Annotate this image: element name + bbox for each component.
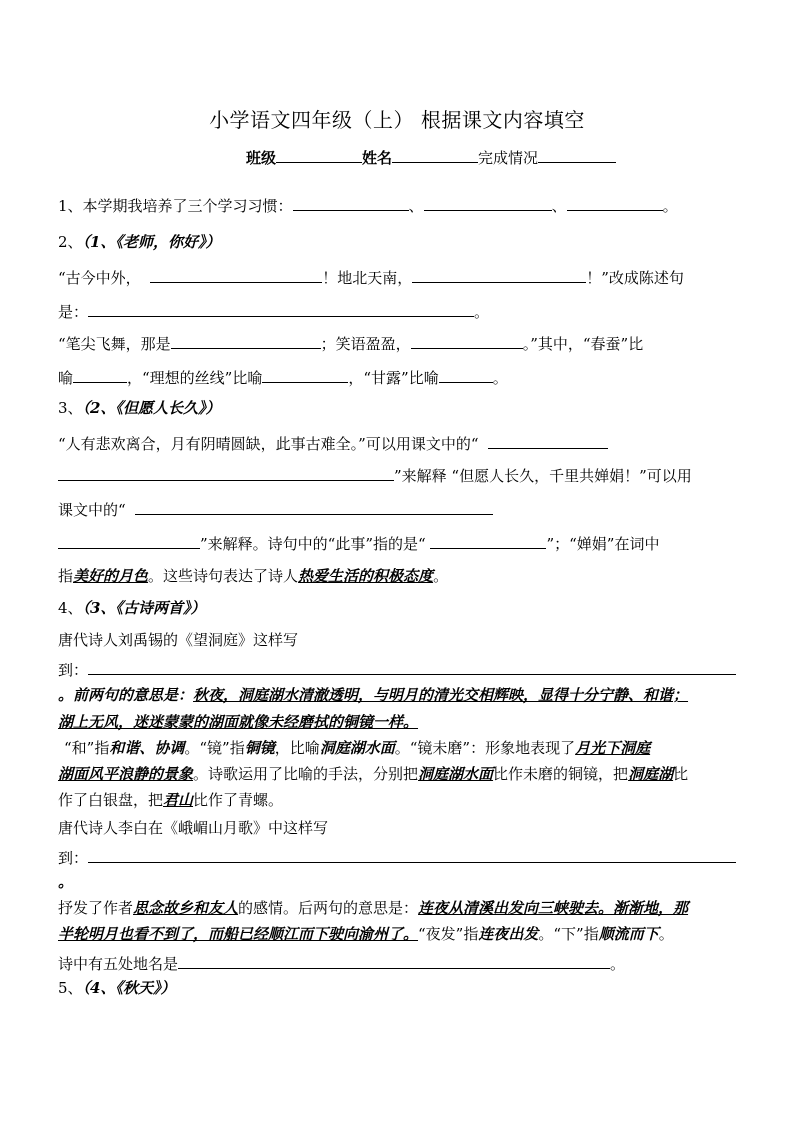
q4-text: 。 — [610, 955, 626, 973]
q4-answer: 君山 — [163, 791, 194, 809]
q3-text: 指 — [58, 567, 74, 585]
q4-line-12 — [58, 924, 674, 944]
q4-text: 。 — [58, 873, 74, 891]
q1-sep-2: 、 — [551, 197, 567, 215]
q2-blank-2[interactable] — [412, 266, 586, 283]
q2-line-1 — [58, 266, 684, 288]
q4-line-8 — [58, 818, 328, 838]
q2-text: 是： — [58, 303, 89, 321]
q1-blank-3[interactable] — [567, 194, 663, 211]
q4-line-1 — [58, 630, 298, 650]
name-blank[interactable] — [392, 146, 478, 163]
q4-line-2 — [58, 658, 736, 680]
q4-text: “夜发”指 — [418, 925, 479, 943]
q2-blank-8[interactable] — [439, 366, 493, 383]
q4-text: 到： — [58, 849, 89, 867]
q2-text: “古今中外， — [58, 269, 141, 287]
q1-text: 1、本学期我培养了三个学习习惯： — [58, 197, 293, 215]
q4-text: 。“镜”指 — [184, 739, 245, 757]
q4-answer: 洞庭湖水面 — [418, 765, 494, 783]
q2-blank-5[interactable] — [411, 332, 523, 349]
q4-answer: 铜镜 — [244, 739, 275, 757]
q4-line-3 — [58, 685, 688, 705]
q5-num: 5、 — [58, 979, 83, 997]
q4-text: 抒发了作者 — [58, 899, 134, 917]
q4-answer: 连夜从清溪出发向三峡驶去。渐渐地，那 — [418, 899, 689, 917]
q2-line-2 — [58, 300, 489, 322]
q4-line-9 — [58, 846, 736, 868]
q2-heading — [58, 232, 221, 252]
q4-answer: 顺流而下 — [598, 925, 659, 943]
q3-num: 3、 — [58, 399, 83, 417]
q2-line-4 — [58, 366, 508, 388]
q4-text: 唐代诗人李白在《峨嵋山月歌》中这样写 — [58, 819, 329, 837]
q4-text: ，比喻 — [274, 739, 320, 757]
q4-blank-3[interactable] — [178, 952, 610, 969]
q4-line-13 — [58, 952, 625, 974]
q4-line-7 — [58, 790, 283, 810]
q4-answer: 秋夜，洞庭湖水清澈透明，与明月的清光交相辉映，显得十分宁静、和谐； — [193, 686, 689, 704]
student-info-row — [246, 146, 616, 168]
class-label: 班级 — [246, 149, 277, 167]
q4-line-5 — [64, 738, 650, 758]
q2-line-3 — [58, 332, 643, 354]
q3-blank-2[interactable] — [58, 464, 394, 481]
q2-blank-4[interactable] — [171, 332, 321, 349]
q3-line-2 — [58, 464, 692, 486]
q4-text: 比 — [673, 765, 689, 783]
q2-blank-1[interactable] — [150, 266, 322, 283]
q4-text: 。“镜未磨”：形象地表现了 — [394, 739, 576, 757]
q2-title: （1、《老师，你好》） — [82, 233, 221, 251]
q3-text: 。这些诗句表达了诗人 — [148, 567, 299, 585]
q4-line-10 — [58, 872, 73, 892]
q4-text: “和”指 — [64, 739, 110, 757]
q3-blank-1[interactable] — [488, 432, 608, 449]
q4-blank-1[interactable] — [88, 658, 736, 675]
q3-title: （2、《但愿人长久》） — [82, 399, 221, 417]
q3-text: 课文中的“ — [58, 501, 126, 519]
status-label: 完成情况 — [478, 149, 539, 167]
q3-blank-3[interactable] — [135, 498, 493, 515]
q3-text: ”来解释 “但愿人长久，千里共婵娟！”可以用 — [394, 467, 692, 485]
q2-blank-3[interactable] — [88, 300, 474, 317]
q4-answer: 月光下洞庭 — [575, 739, 651, 757]
q3-text: “人有悲欢离合，月有阴晴圆缺，此事古难全。”可以用课文中的“ — [58, 435, 479, 453]
q2-text: ，“理想的丝线”比喻 — [127, 369, 263, 387]
q5-title: （4、《秋天》） — [82, 979, 176, 997]
question-1 — [58, 194, 678, 216]
q3-text: ”来解释。诗句中的“此事”指的是“ — [200, 535, 426, 553]
q4-text: 诗中有五处地名是 — [58, 955, 179, 973]
q4-text: 。前两句的意思是： — [58, 686, 194, 704]
q2-text: ，“甘露”比喻 — [348, 369, 439, 387]
q3-line-5 — [58, 566, 448, 586]
q3-text: 。 — [433, 567, 449, 585]
q4-text: 唐代诗人刘禹锡的《望洞庭》这样写 — [58, 631, 299, 649]
q3-blank-4[interactable] — [58, 532, 200, 549]
q2-text: 。”其中，“春蚕”比 — [522, 335, 644, 353]
q3-line-4 — [58, 532, 659, 554]
q3-answer: 美好的月色 — [73, 567, 149, 585]
status-blank[interactable] — [538, 146, 616, 163]
q4-answer: 和谐、协调 — [109, 739, 185, 757]
q2-text: 喻 — [58, 369, 74, 387]
q4-answer: 半轮明月也看不到了，而船已经顺江而下驶向渝州了。 — [58, 925, 419, 943]
q4-text: 比作了青螺。 — [193, 791, 284, 809]
q4-text: 比作未磨的铜镜，把 — [493, 765, 629, 783]
q1-blank-2[interactable] — [424, 194, 552, 211]
class-blank[interactable] — [276, 146, 362, 163]
q4-line-4 — [58, 712, 418, 732]
q4-heading — [58, 598, 206, 618]
q4-answer: 洞庭湖水面 — [319, 739, 395, 757]
q4-num: 4、 — [58, 599, 83, 617]
q3-answer: 热爱生活的积极态度 — [298, 567, 434, 585]
page-title: 小学语文四年级（上） 根据课文内容填空 — [209, 108, 585, 132]
q4-answer: 湖上无风，迷迷蒙蒙的湖面就像未经磨拭的铜镜一样。 — [58, 713, 419, 731]
q4-title: （3、《古诗两首》） — [82, 599, 206, 617]
q2-text: 。 — [474, 303, 490, 321]
q2-text: 。 — [492, 369, 508, 387]
q4-answer: 思念故乡和友人 — [133, 899, 239, 917]
q3-text: ”；“婵娟”在词中 — [546, 535, 660, 553]
q4-text: 。“下”指 — [538, 925, 599, 943]
q2-text: “笔尖飞舞，那是 — [58, 335, 171, 353]
q2-text: ；笑语盈盈， — [320, 335, 411, 353]
q4-answer: 洞庭湖 — [628, 765, 674, 783]
q4-line-6 — [58, 764, 688, 784]
q4-answer: 连夜出发 — [478, 925, 539, 943]
name-label: 姓名 — [362, 149, 393, 167]
q5-heading — [58, 978, 176, 998]
q4-line-11 — [58, 898, 688, 918]
q1-blank-1[interactable] — [293, 194, 409, 211]
q2-blank-7[interactable] — [262, 366, 348, 383]
q3-heading — [58, 398, 221, 418]
q3-line-3 — [58, 498, 493, 520]
q4-blank-2[interactable] — [88, 846, 736, 863]
q4-answer: 湖面风平浪静的景象 — [58, 765, 194, 783]
q4-text: 。诗歌运用了比喻的手法，分别把 — [193, 765, 419, 783]
q2-text: ！地北天南， — [322, 269, 413, 287]
q1-end: 。 — [662, 197, 678, 215]
q1-sep-1: 、 — [408, 197, 424, 215]
q3-line-1 — [58, 432, 608, 454]
q2-num: 2、 — [58, 233, 83, 251]
q2-text: ！”改成陈述句 — [586, 269, 684, 287]
q4-text: 。 — [658, 925, 674, 943]
q2-blank-6[interactable] — [73, 366, 127, 383]
q4-text: 到： — [58, 661, 89, 679]
q4-text: 的感情。后两句的意思是： — [238, 899, 419, 917]
q3-blank-5[interactable] — [430, 532, 546, 549]
q4-text: 作了白银盘，把 — [58, 791, 164, 809]
